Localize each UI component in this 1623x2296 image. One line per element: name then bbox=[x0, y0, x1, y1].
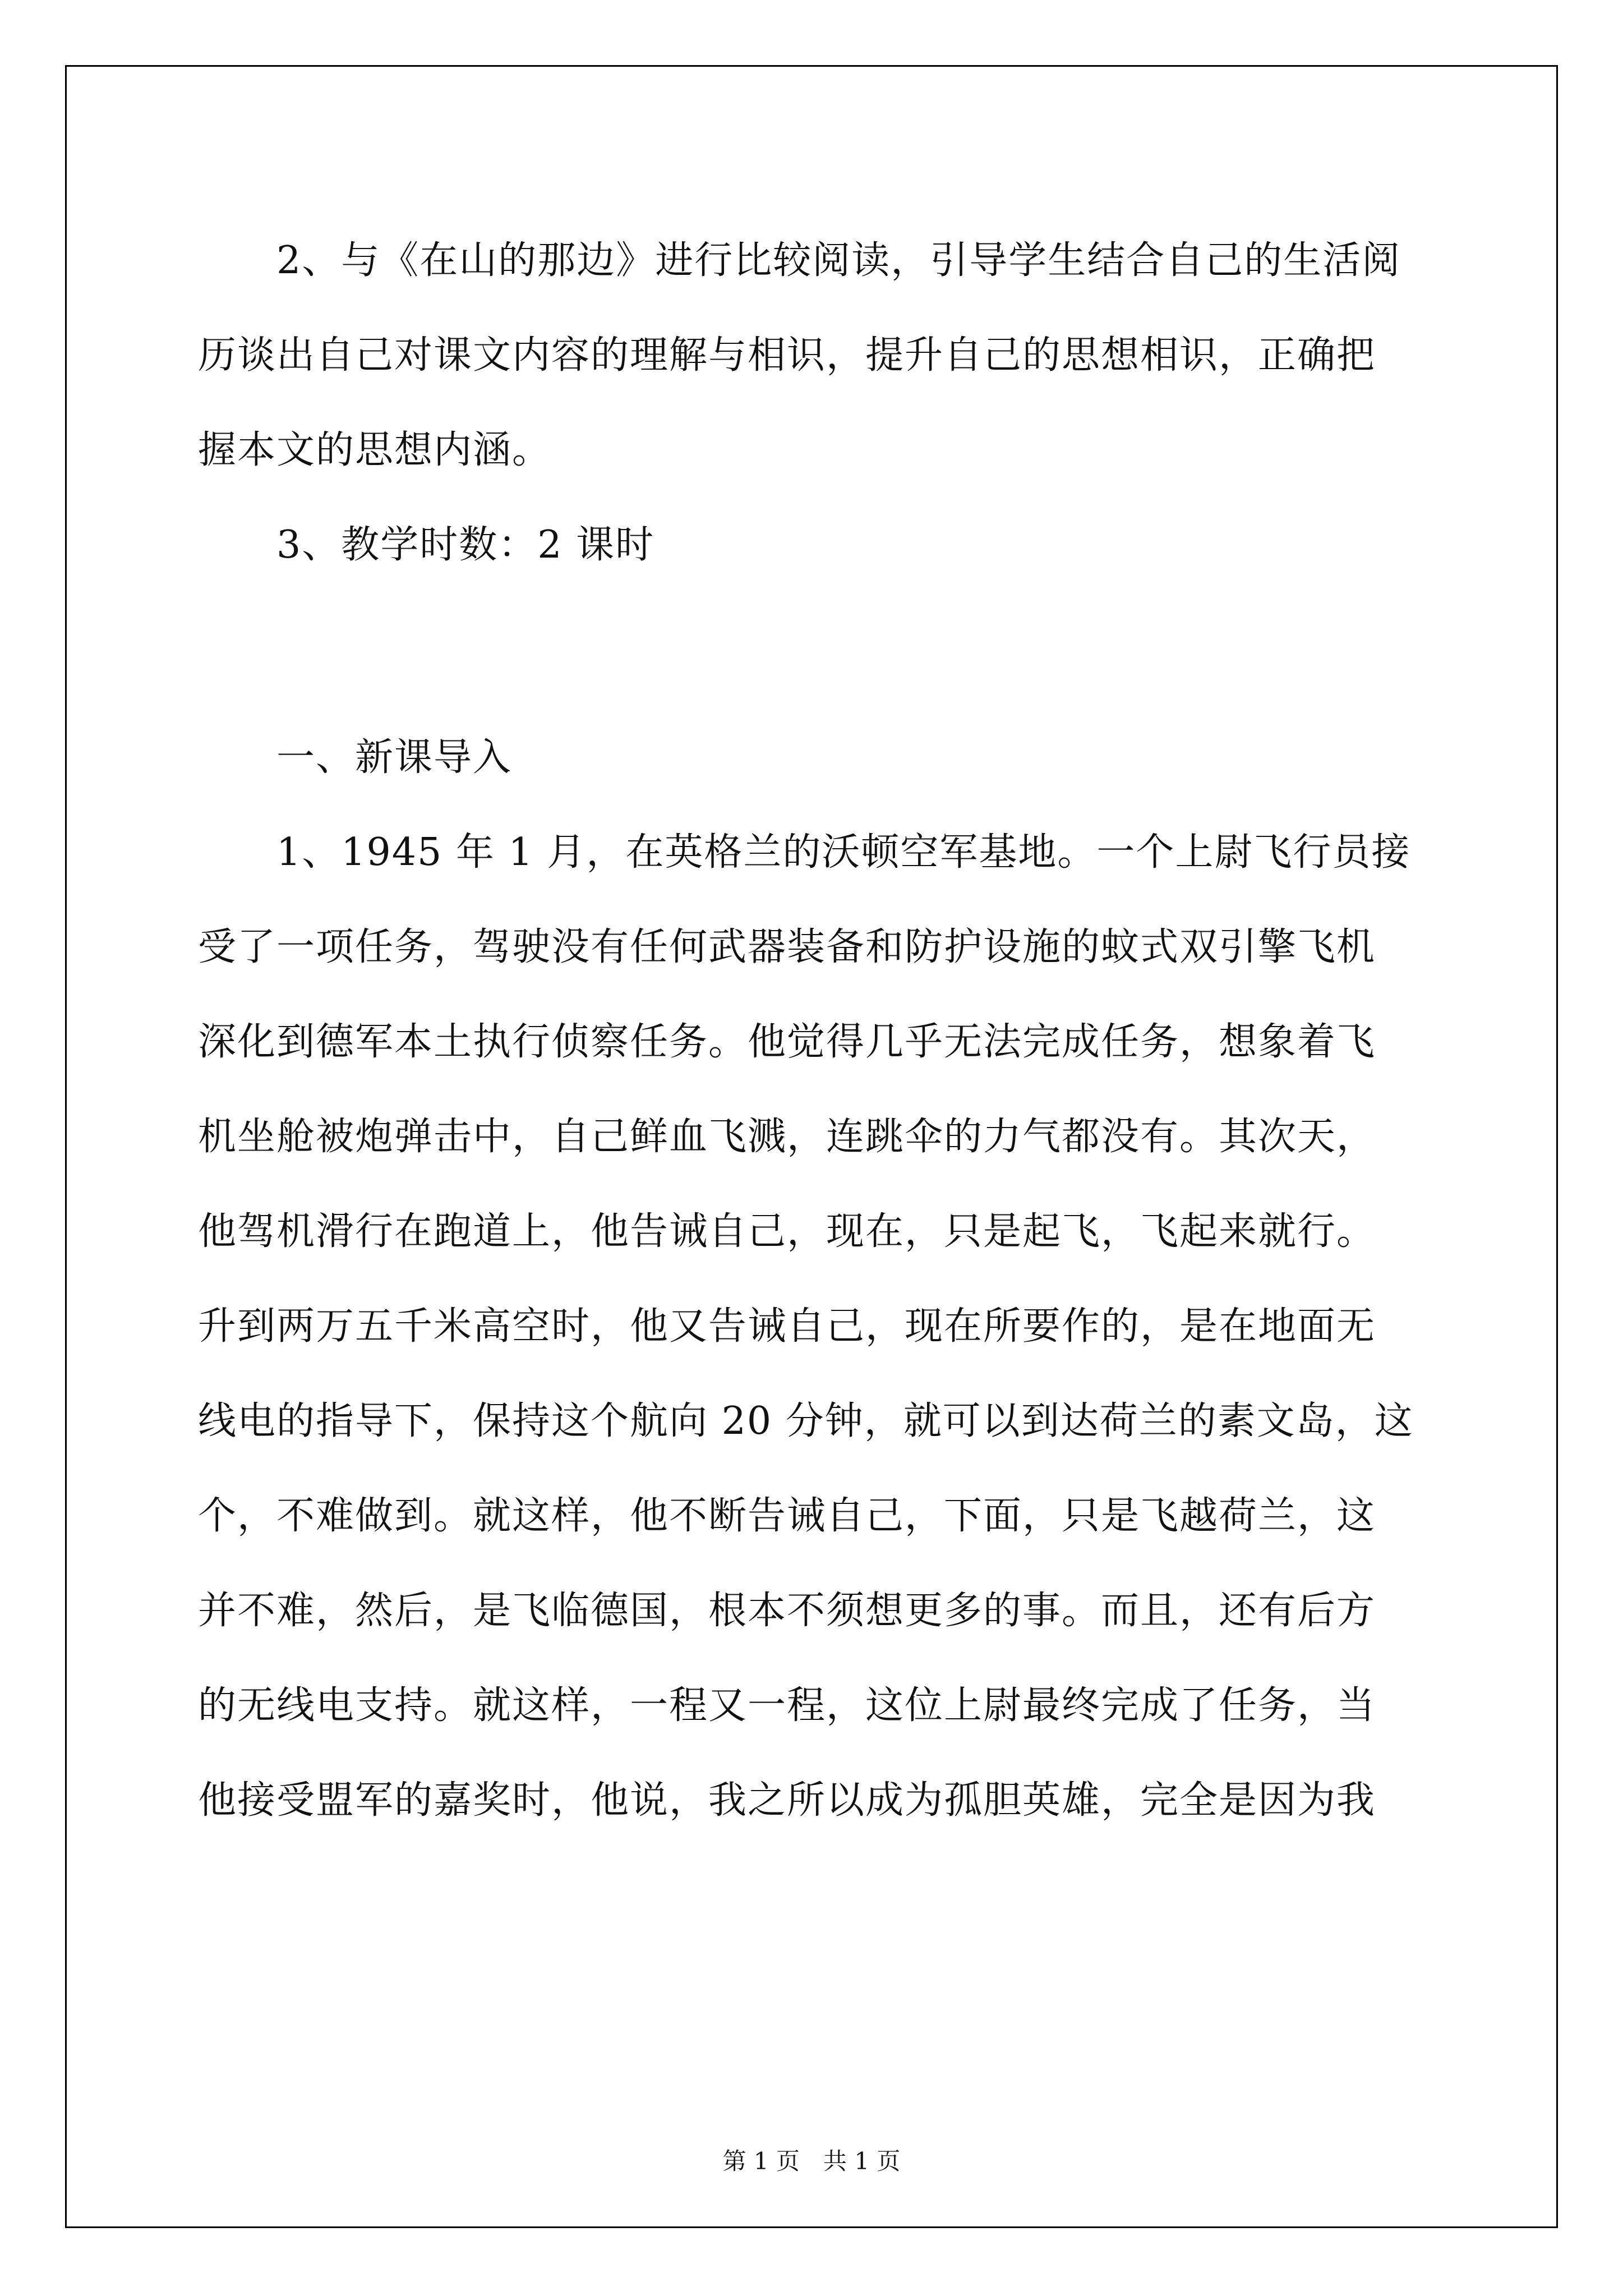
text-line: 升到两万五千米高空时，他又告诫自己，现在所要作的，是在地面无 bbox=[198, 1304, 1376, 1349]
text-line: 历谈出自己对课文内容的理解与相识，提升自己的思想相识，正确把 bbox=[198, 333, 1376, 378]
page-footer: 第 1 页 共 1 页 bbox=[722, 2147, 901, 2175]
text-line: 握本文的思想内涵。 bbox=[198, 428, 552, 472]
text-line: 1、1945 年 1 月，在英格兰的沃顿空军基地。一个上尉飞行员接 bbox=[276, 830, 1411, 875]
text-line: 3、教学时数：2 课时 bbox=[276, 523, 655, 567]
text-line: 深化到德军本土执行侦察任务。他觉得几乎无法完成任务，想象着飞 bbox=[198, 1020, 1376, 1064]
text-line: 机坐舱被炮弹击中，自己鲜血飞溅，连跳伞的力气都没有。其次天， bbox=[198, 1115, 1376, 1159]
text-line: 受了一项任务，驾驶没有任何武器装备和防护设施的蚊式双引擎飞机 bbox=[198, 925, 1376, 969]
text-line: 他接受盟军的嘉奖时，他说，我之所以成为孤胆英雄，完全是因为我 bbox=[198, 1778, 1376, 1823]
text-line: 2、与《在山的那边》进行比较阅读，引导学生结合自己的生活阅 bbox=[276, 238, 1401, 283]
text-line: 并不难，然后，是飞临德国，根本不须想更多的事。而且，还有后方 bbox=[198, 1589, 1376, 1633]
section-heading: 一、新课导入 bbox=[276, 735, 513, 780]
text-line: 个，不难做到。就这样，他不断告诫自己，下面，只是飞越荷兰，这 bbox=[198, 1494, 1376, 1538]
text-line: 线电的指导下，保持这个航向 20 分钟，就可以到达荷兰的素文岛，这 bbox=[198, 1399, 1414, 1443]
document-body bbox=[198, 213, 1432, 1848]
paragraph-gap bbox=[198, 592, 1432, 710]
text-line: 他驾机滑行在跑道上，他告诫自己，现在，只是起飞，飞起来就行。 bbox=[198, 1209, 1376, 1254]
text-line: 的无线电支持。就这样，一程又一程，这位上尉最终完成了任务，当 bbox=[198, 1683, 1376, 1728]
